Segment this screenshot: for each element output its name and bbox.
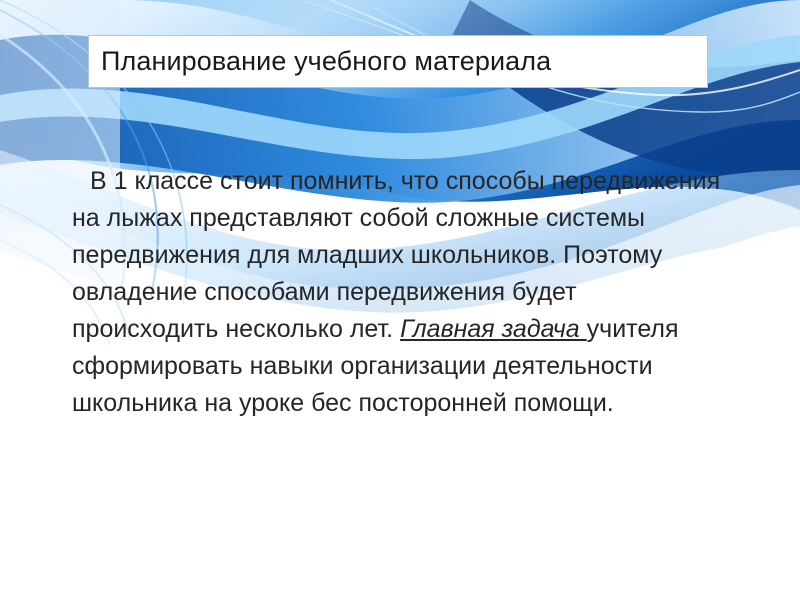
body-text-part-2: учителя сформировать навыки организации деятельности школьника на уроке бес посторонней помощи. [72, 315, 679, 417]
body-text-part-1: В 1 классе стоит помнить, что способы передвижения на лыжах представляют собой сложные системы передвижения для младших школьников. Поэтому овладение способами передвижения будет происходить несколько лет. [72, 167, 721, 343]
body-paragraph [72, 163, 722, 422]
body-text-emphasis: Главная задача [400, 315, 587, 343]
slide-body [72, 163, 722, 422]
slide-title-box [88, 35, 708, 88]
page-title: Планирование учебного материала [101, 46, 552, 76]
